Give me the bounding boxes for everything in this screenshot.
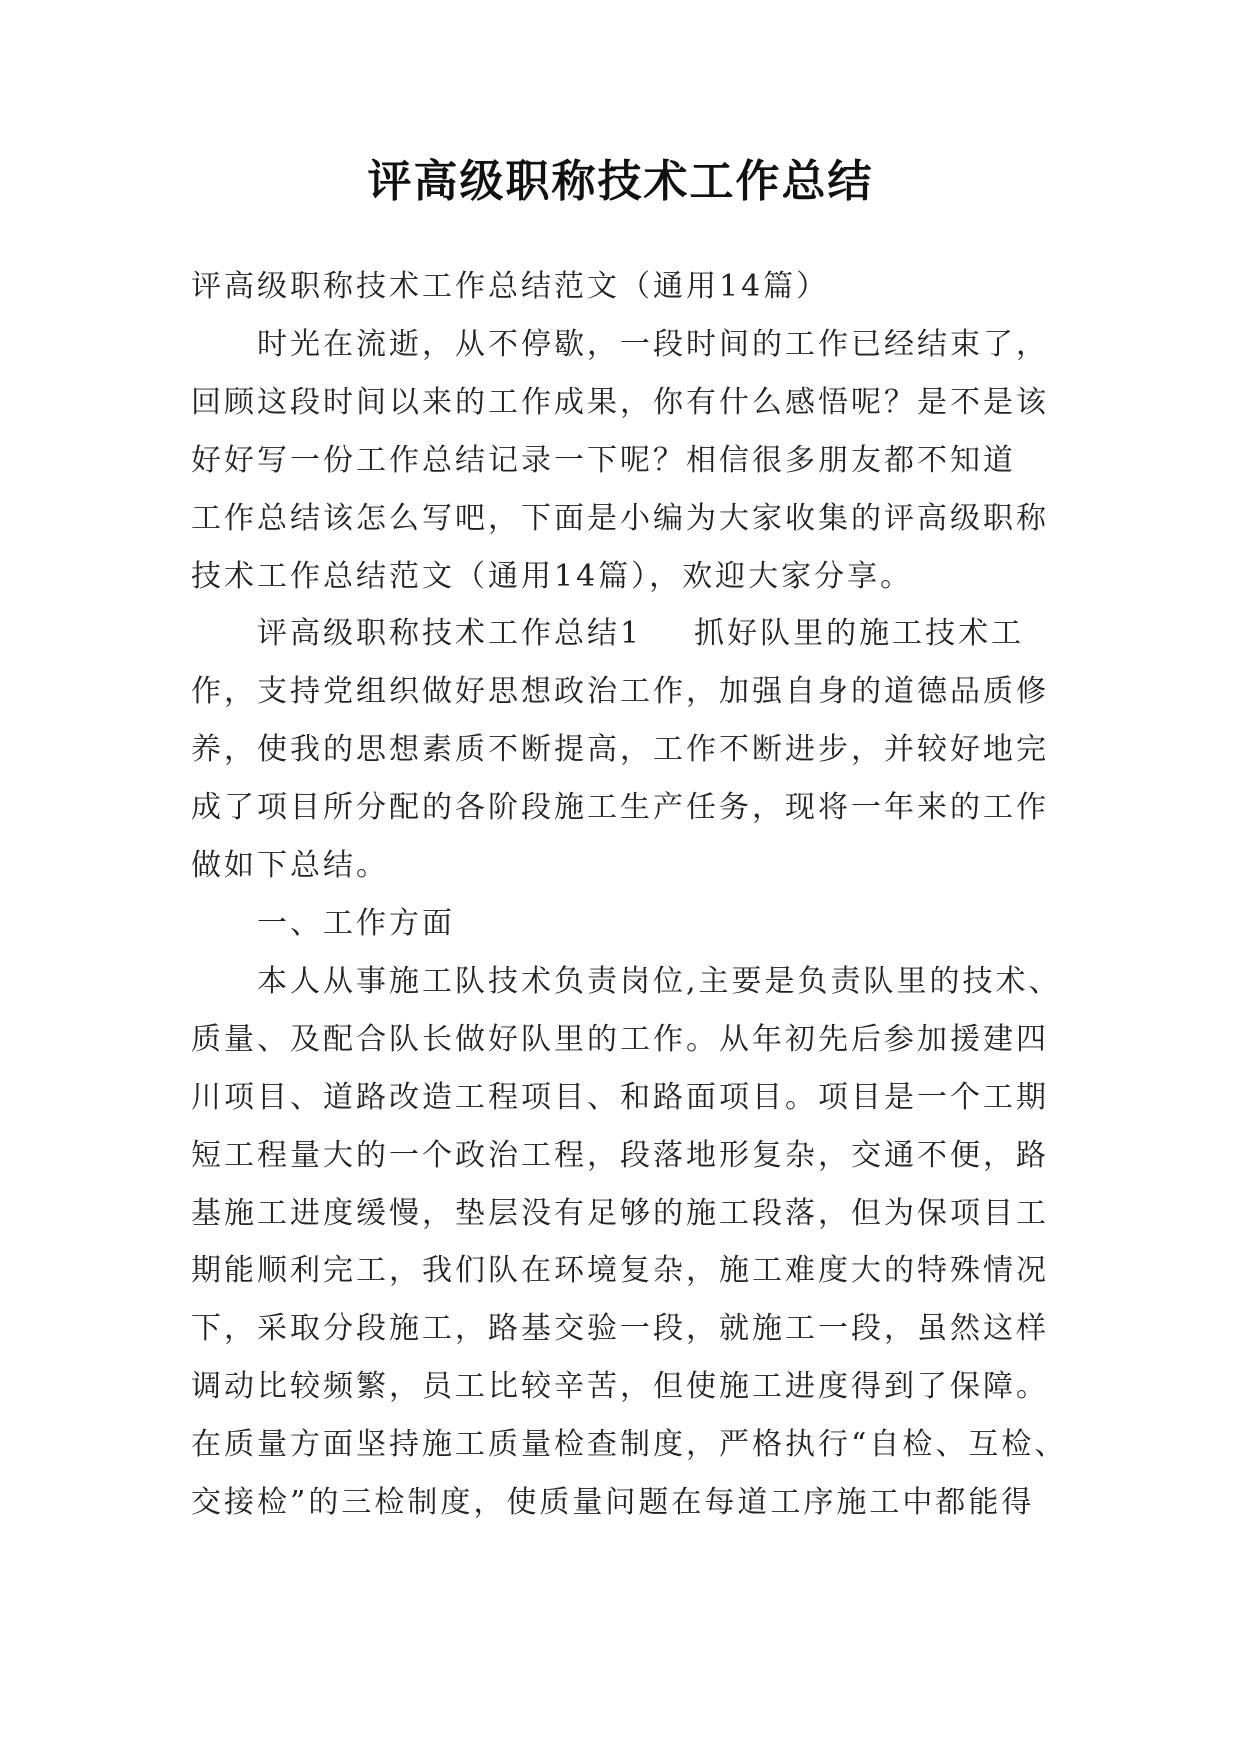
- paragraph-line: 工作总结该怎么写吧，下面是小编为大家收集的评高级职称: [191, 500, 1049, 536]
- paragraph-line: 调动比较频繁，员工比较辛苦，但使施工进度得到了保障。: [191, 1369, 1049, 1405]
- paragraph-line: 基施工进度缓慢，垫层没有足够的施工段落，但为保项目工: [191, 1195, 1049, 1231]
- paragraph-line: 成了项目所分配的各阶段施工生产任务，现将一年来的工作: [191, 790, 1049, 826]
- document-title: 评高级职称技术工作总结: [367, 156, 874, 207]
- paragraph-line: 交接检”的三检制度，使质量问题在每道工序施工中都能得: [191, 1485, 1035, 1521]
- section-heading: 评高级职称技术工作总结1: [191, 616, 643, 652]
- subheading-line: 一、工作方面: [191, 905, 455, 941]
- subtitle-line: 评高级职称技术工作总结范文（通用14篇）: [191, 269, 830, 304]
- paragraph-line: 作，支持党组织做好思想政治工作，加强自身的道德品质修: [191, 674, 1049, 710]
- paragraph-line: 好好写一份工作总结记录一下呢？相信很多朋友都不知道: [191, 442, 1016, 478]
- paragraph-line: 回顾这段时间以来的工作成果，你有什么感悟呢？是不是该: [191, 384, 1049, 420]
- document-body: [191, 258, 1071, 1532]
- paragraph-line: 本人从事施工队技术负责岗位,主要是负责队里的技术、: [191, 963, 1062, 999]
- paragraph-line: 在质量方面坚持施工质量检查制度，严格执行“自检、互检、: [191, 1427, 1068, 1463]
- paragraph-line: 时光在流逝，从不停歇，一段时间的工作已经结束了，: [191, 326, 1049, 362]
- paragraph-line: 期能顺利完工，我们队在环境复杂，施工难度大的特殊情况: [191, 1253, 1049, 1289]
- paragraph-line: 川项目、道路改造工程项目、和路面项目。项目是一个工期: [191, 1079, 1049, 1115]
- paragraph-line: 做如下总结。: [191, 848, 389, 884]
- paragraph-line: 下，采取分段施工，路基交验一段，就施工一段，虽然这样: [191, 1311, 1049, 1347]
- paragraph-line: 短工程量大的一个政治工程，段落地形复杂，交通不便，路: [191, 1137, 1049, 1173]
- paragraph-line: 质量、及配合队长做好队里的工作。从年初先后参加援建四: [191, 1021, 1049, 1057]
- paragraph-line: 养，使我的思想素质不断提高，工作不断进步，并较好地完: [191, 732, 1049, 768]
- section-heading-line: [191, 605, 1071, 663]
- paragraph-line: 技术工作总结范文（通用14篇），欢迎大家分享。: [191, 558, 914, 594]
- section-heading-continuation: 抓好队里的施工技术工: [694, 616, 1025, 652]
